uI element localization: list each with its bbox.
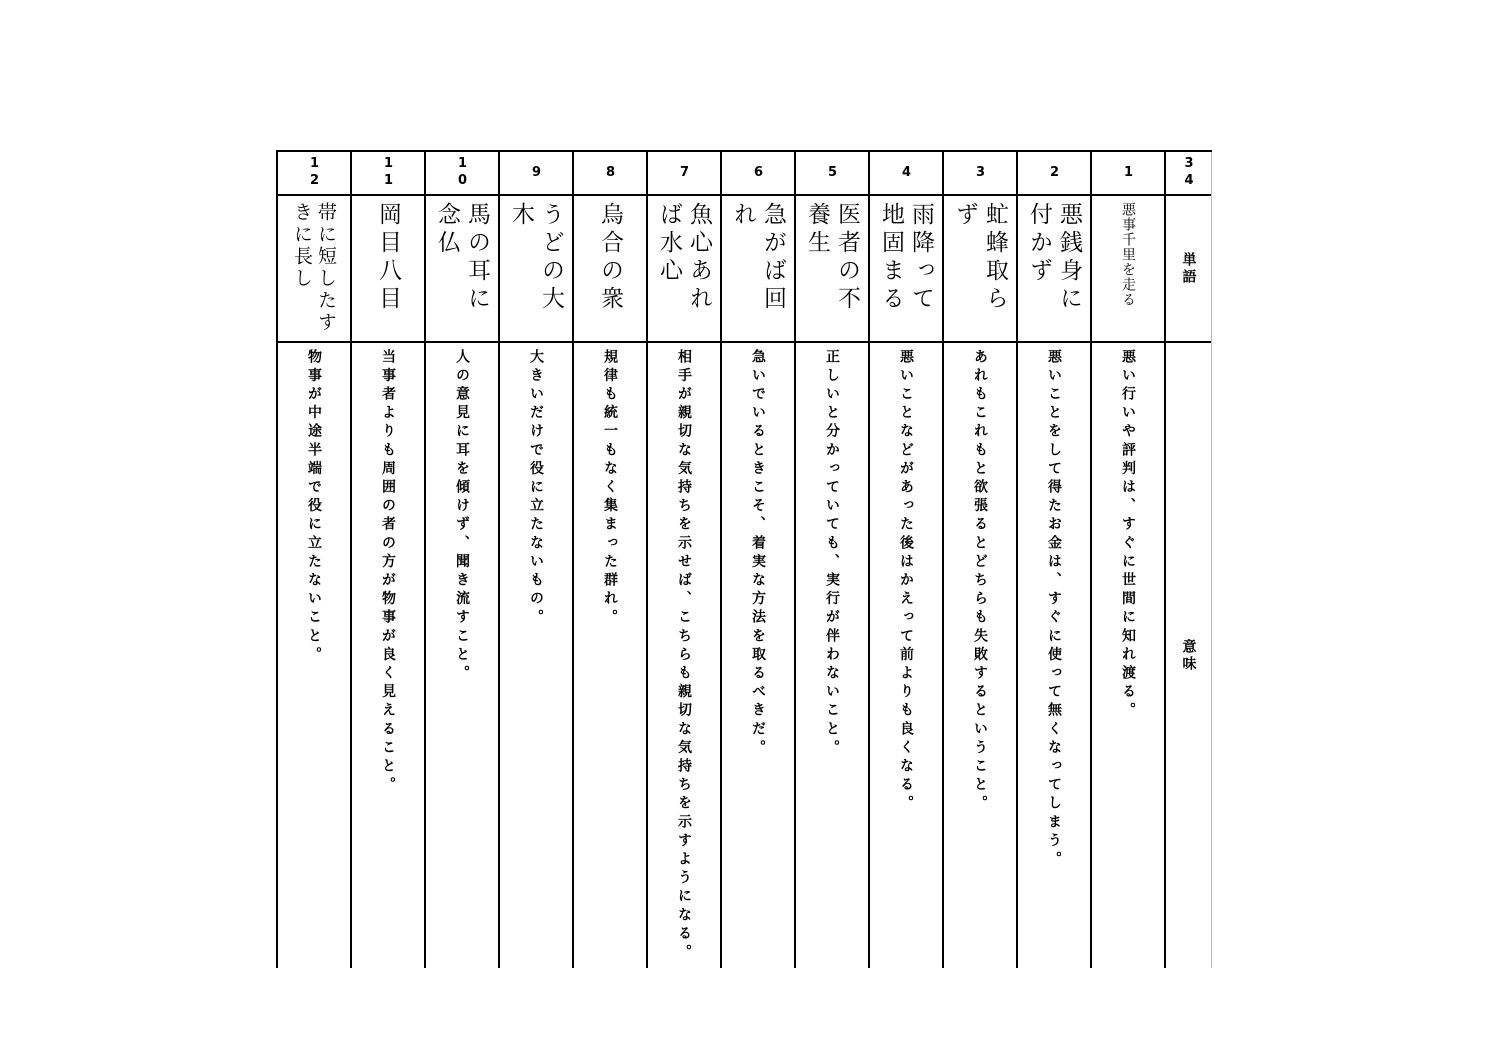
entry-meaning: 相手が親切な気持ちを示せば、こちらも親切な気持ちを示すようになる。	[676, 349, 692, 963]
entry-number: 6	[722, 152, 794, 196]
entry-number: 5	[796, 152, 868, 196]
entry-meaning: 悪いことをして得たお金は、すぐに使って無くなってしまう。	[1046, 349, 1062, 870]
entry-number: 8	[574, 152, 646, 196]
meaning-header: 意味	[1180, 638, 1197, 673]
entry-word: 医者の不養生	[796, 196, 868, 343]
entry-number: 10	[426, 152, 498, 196]
entry-meaning: 人の意見に耳を傾けず、聞き流すこと。	[454, 349, 470, 684]
entry-meaning: 悪いことなどがあった後はかえって前よりも良くなる。	[898, 349, 914, 814]
entry-word: 悪銭身に付かず	[1018, 196, 1090, 343]
entry-word: 岡目八目	[352, 196, 424, 343]
entry-meaning: 当事者よりも周囲の者の方が物事が良く見えること。	[380, 349, 396, 796]
entry-word: 虻蜂取らず	[944, 196, 1016, 343]
entry-number: 3	[944, 152, 1016, 196]
entry-meaning: 物事が中途半端で役に立たないこと。	[306, 349, 322, 666]
entry-meaning: 規律も統一もなく集まった群れ。	[602, 349, 618, 628]
entry-meaning: 悪い行いや評判は、すぐに世間に知れ渡る。	[1120, 349, 1136, 721]
entry-meaning: 急いでいるときこそ、着実な方法を取るべきだ。	[750, 349, 766, 759]
entry-column-6	[722, 152, 796, 968]
entry-column-1	[1092, 152, 1166, 968]
entry-number: 9	[500, 152, 572, 196]
entry-word: 烏合の衆	[574, 196, 646, 343]
sheet-number: 34	[1166, 152, 1211, 196]
entry-word: 馬の耳に念仏	[426, 196, 498, 343]
entry-column-12	[278, 152, 352, 968]
entry-meaning: 正しいと分かっていても、実行が伴わないこと。	[824, 349, 840, 759]
entry-column-8	[574, 152, 648, 968]
entry-column-11	[352, 152, 426, 968]
entry-column-7	[648, 152, 722, 968]
entry-number: 12	[278, 152, 350, 196]
vocabulary-table	[276, 150, 1212, 968]
entry-word: 雨降って地固まる	[870, 196, 942, 343]
entry-meaning: あれもこれもと欲張るとどちらも失敗するということ。	[972, 349, 988, 814]
entry-column-5	[796, 152, 870, 968]
entry-number: 1	[1092, 152, 1164, 196]
entry-number: 11	[352, 152, 424, 196]
entry-column-4	[870, 152, 944, 968]
entry-meaning: 大きいだけで役に立たないもの。	[528, 349, 544, 628]
entry-number: 2	[1018, 152, 1090, 196]
entry-column-10	[426, 152, 500, 968]
entry-column-2	[1018, 152, 1092, 968]
entry-column-9	[500, 152, 574, 968]
entry-word: 悪事千里を走る	[1092, 196, 1164, 343]
entry-word: 魚心あれば水心	[648, 196, 720, 343]
entry-column-3	[944, 152, 1018, 968]
entry-word: 帯に短したすきに長し	[278, 196, 350, 343]
entry-word: 急がば回れ	[722, 196, 794, 343]
entry-word: うどの大木	[500, 196, 572, 343]
header-column	[1166, 152, 1212, 968]
entry-number: 7	[648, 152, 720, 196]
word-header: 単語	[1166, 196, 1211, 343]
entry-number: 4	[870, 152, 942, 196]
